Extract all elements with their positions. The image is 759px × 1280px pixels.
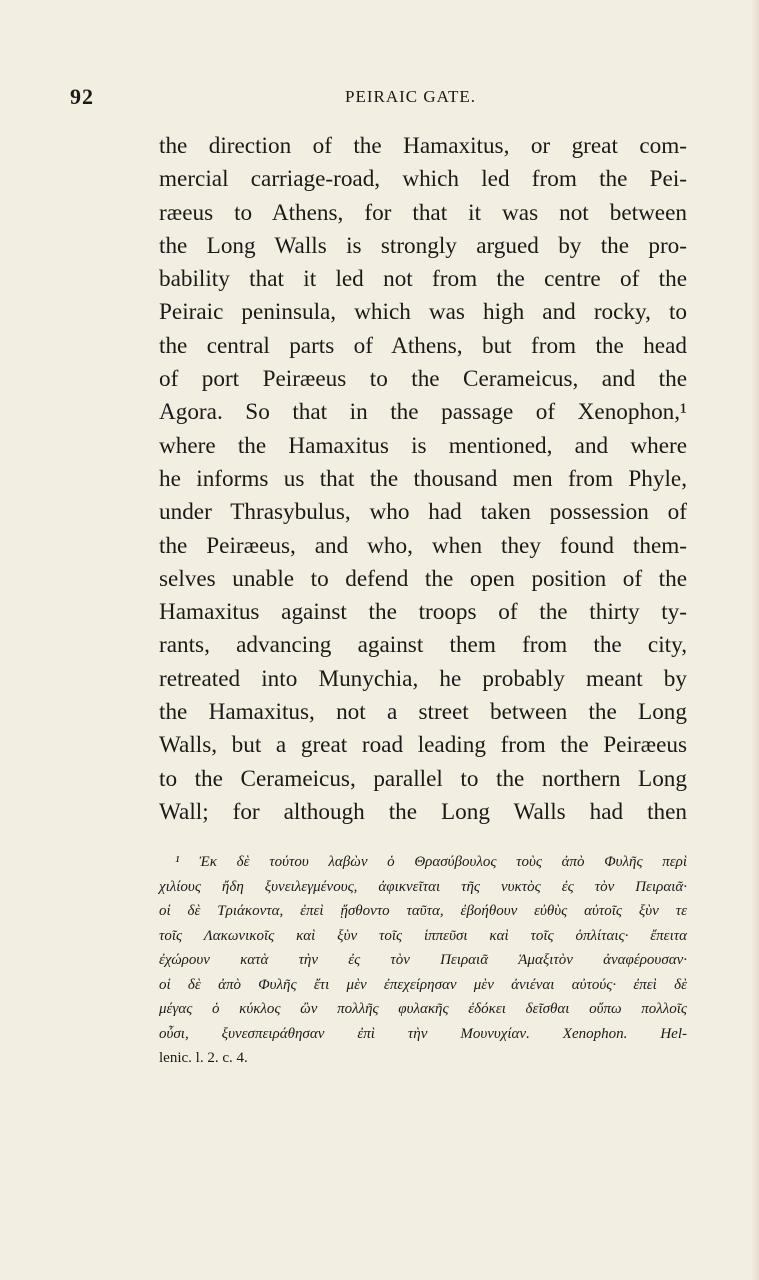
body-line: Hamaxitus against the troops of the thirty ty- — [159, 599, 687, 626]
body-line: where the Hamaxitus is mentioned, and where — [159, 432, 687, 459]
page-edge-shadow — [751, 0, 759, 1280]
body-line: Peiraic peninsula, which was high and rocky, to — [159, 299, 687, 326]
body-line: the Long Walls is strongly argued by the pro- — [159, 232, 687, 259]
page-header — [70, 84, 690, 114]
body-line: Agora. So that in the passage of Xenophon,¹ — [159, 399, 687, 426]
body-line: the Hamaxitus, not a street between the Long — [159, 699, 687, 726]
footnote-line: ¹ Ἐκ δὲ τούτου λαβὼν ὁ Θρασύβουλος τοὺς ἀπὸ Φυλῆς περὶ — [175, 854, 687, 870]
body-line: rants, advancing against them from the city, — [159, 632, 687, 659]
body-line: mercial carriage-road, which led from the Pei- — [159, 166, 687, 193]
footnote — [159, 850, 687, 1071]
body-line: Wall; for although the Long Walls had then — [159, 798, 687, 825]
footnote-line: τοῖς Λακωνικοῖς καὶ ξὺν τοῖς ἱππεῦσι καὶ τοῖς ὁπλίταις· ἔπειτα — [159, 927, 687, 944]
footnote-line: lenic. l. 2. c. 4. — [159, 1050, 248, 1066]
body-line: retreated into Munychia, he probably meant by — [159, 665, 687, 692]
body-line: Walls, but a great road leading from the Peiræeus — [159, 732, 687, 759]
body-line: under Thrasybulus, who had taken possession of — [159, 499, 687, 526]
body-line: the central parts of Athens, but from the head — [159, 332, 687, 359]
body-line: selves unable to defend the open position of the — [159, 565, 687, 592]
footnote-line: μέγας ὁ κύκλος ὢν πολλῆς φυλακῆς ἐδόκει δεῖσθαι οὔπω πολλοῖς — [159, 1001, 687, 1017]
body-line: ræeus to Athens, for that it was not between — [159, 199, 687, 226]
footnote-line: χιλίους ἤδη ξυνειλεγμένους, ἀφικνεῖται τῆς νυκτὸς ἐς τὸν Πειραιᾶ· — [159, 878, 687, 895]
footnote-line: οὖσι, ξυνεσπειράθησαν ἐπὶ τὴν Μουνυχίαν. Xenophon. Hel- — [159, 1025, 687, 1042]
body-line: bability that it led not from the centre of the — [159, 266, 687, 293]
footnote-line: οἱ δὲ ἀπὸ Φυλῆς ἔτι μὲν ἐπεχείρησαν μὲν ἀνιέναι αὐτούς· ἐπεὶ δὲ — [159, 976, 687, 993]
body-text — [159, 130, 687, 829]
footnote-line: οἱ δὲ Τριάκοντα, ἐπεὶ ᾔσθοντο ταῦτα, ἐβοήθουν εὐθὺς αὐτοῖς ξὺν τε — [159, 903, 687, 919]
footnote-line: ἐχώρουν κατὰ τὴν ἐς τὸν Πειραιᾶ Ἁμαξιτὸν ἀναφέρουσαν· — [159, 952, 687, 968]
body-line: the Peiræeus, and who, when they found them- — [159, 532, 687, 559]
page-number: 92 — [70, 84, 94, 109]
running-title: PEIRAIC GATE. — [345, 87, 477, 106]
body-line: he informs us that the thousand men from Phyle, — [159, 465, 687, 492]
body-line: to the Cerameicus, parallel to the northern Long — [159, 765, 687, 792]
body-line: of port Peiræeus to the Cerameicus, and the — [159, 366, 687, 393]
body-line: the direction of the Hamaxitus, or great com- — [159, 133, 687, 159]
